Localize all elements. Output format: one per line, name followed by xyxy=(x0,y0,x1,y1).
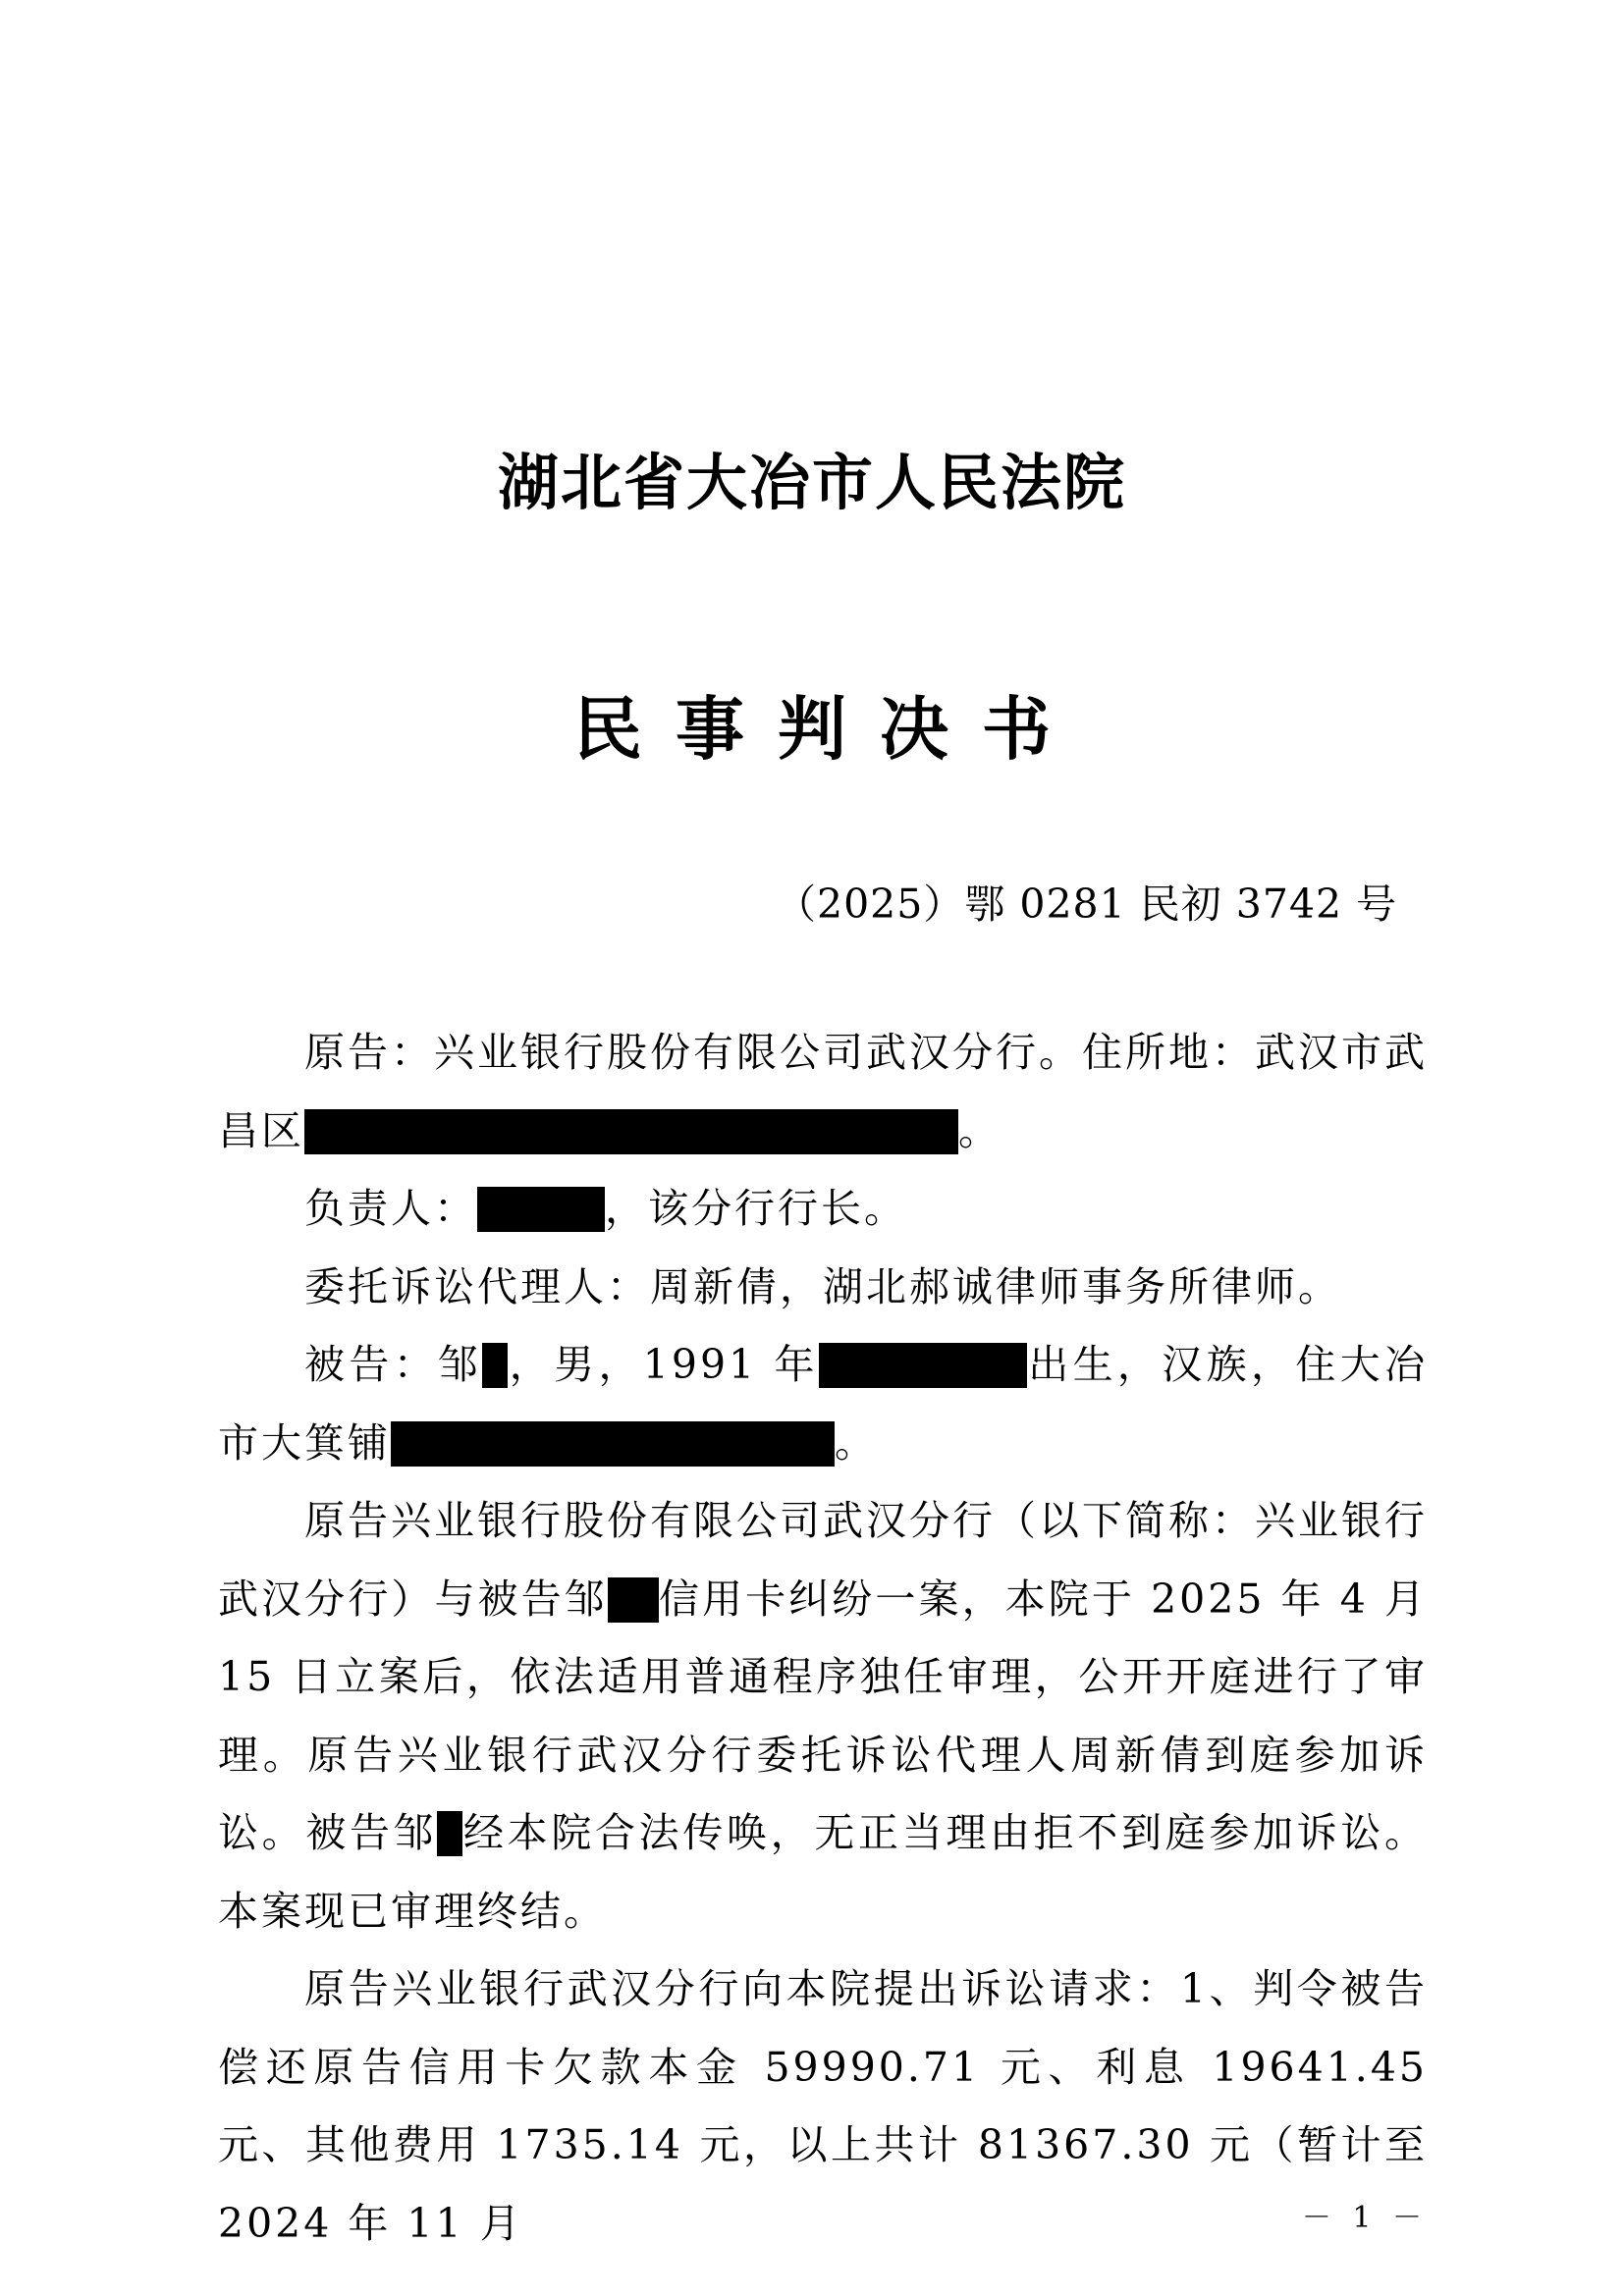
redaction-block xyxy=(819,1343,1027,1388)
representative-label: 负责人： xyxy=(304,1185,477,1232)
case-intro-text: 信用卡纠纷一案，本院于 2025 年 4 月 15 日立案后，依法适用普通程序独任审理，公开开庭进行了审理。原告兴业银行武汉分行委托诉讼代理人周新倩到庭参加诉讼。被告邹 xyxy=(218,1575,1428,1856)
page-number: － 1 － xyxy=(1301,2201,1428,2235)
court-name: 湖北省大冶市人民法院 xyxy=(497,447,1126,518)
agent-paragraph: 委托诉讼代理人：周新倩，湖北郝诚律师事务所律师。 xyxy=(304,1262,1341,1310)
redaction-block xyxy=(482,1343,508,1388)
redaction-block xyxy=(391,1421,835,1467)
case-intro-text: 原告兴业银行股份有限公司武汉分行（以下简称：兴业银行武汉分行）与被告邹 xyxy=(218,1497,1428,1623)
case-number: （2025）鄂 0281 民初 3742 号 xyxy=(776,881,1398,928)
defendant-gender-year: ，男，1991 年 xyxy=(508,1341,819,1388)
plaintiff-paragraph xyxy=(218,1014,1428,1170)
defendant-label: 被告：邹 xyxy=(304,1341,483,1388)
document-title: 民事判决书 xyxy=(573,688,1084,770)
defendant-residence: 出生，汉族，住大冶市大箕铺 xyxy=(218,1341,1429,1467)
redaction-block xyxy=(437,1811,462,1856)
defendant-text-end: 。 xyxy=(835,1418,878,1467)
claims-paragraph: 原告兴业银行武汉分行向本院提出诉讼请求：1、判令被告偿还原告信用卡欠款本金 59990.71 元、利息 19641.45 元、其他费用 1735.14 元，以上共计 81367.30 元（暂计至 2024 年 11 月 xyxy=(218,1965,1428,2247)
redaction-block xyxy=(608,1577,659,1623)
case-intro-text: 经本院合法传唤，无正当理由拒不到庭参加诉讼。本案现已审理终结。 xyxy=(218,1809,1429,1935)
judgment-body xyxy=(218,1014,1428,2263)
case-intro-paragraph xyxy=(218,1482,1428,1950)
plaintiff-text: 原告：兴业银行股份有限公司武汉分行。住所地：武汉市武昌区 xyxy=(218,1029,1428,1154)
defendant-paragraph xyxy=(218,1326,1428,1482)
representative-paragraph xyxy=(218,1170,1428,1249)
plaintiff-text-end: 。 xyxy=(958,1106,1001,1154)
representative-text: ，该分行行长。 xyxy=(605,1185,907,1232)
redaction-block xyxy=(304,1109,958,1154)
redaction-block xyxy=(477,1187,605,1232)
